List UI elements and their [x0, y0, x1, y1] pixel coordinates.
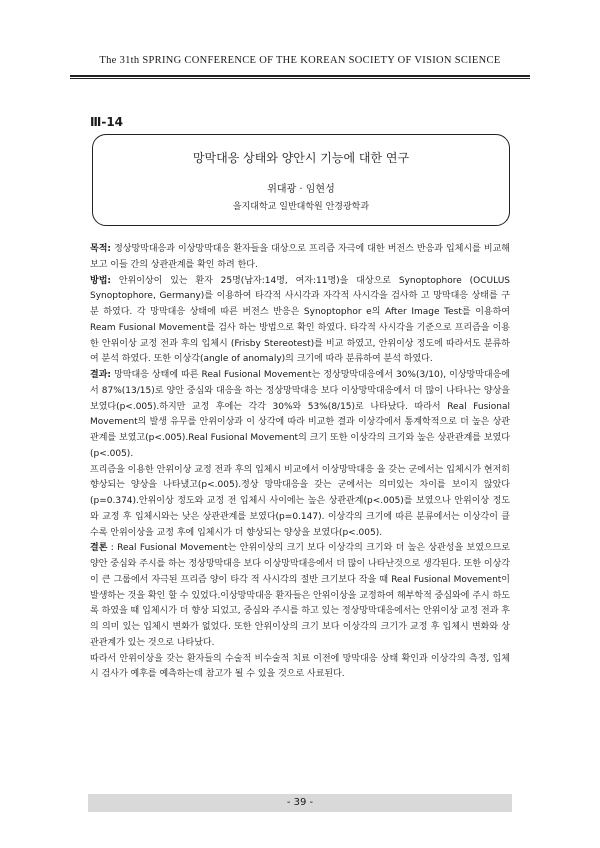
header-rule-thin	[70, 78, 530, 79]
session-code: Ⅲ-14	[90, 115, 124, 129]
header-rule-thick	[70, 75, 530, 77]
method-label: 방법:	[90, 275, 111, 286]
paper-title: 망막대응 상태와 양안시 기능에 대한 연구	[192, 151, 410, 165]
conclusion-label: 결론	[90, 543, 108, 554]
results-paragraph	[90, 368, 510, 463]
method-paragraph	[90, 274, 510, 369]
title-box	[92, 134, 510, 226]
paper-affiliation: 을지대학교 일반대학원 안경광학과	[232, 202, 370, 212]
results-paragraph-2	[90, 463, 510, 542]
results-text-1: 망막대응 상태에 따른 Real Fusional Movement는 정상망막대응에서 30%(3/10), 이상망막대응에서 87%(13/15)로 양안 중심와 대응을 하는 정상망막대응 보다 이상망막대응에서 더 많이 나타나는 양상을 보였다(p<.005).하지만 교정 후에는 각각 30%와 53%(8/15)로 나타났다. 따라서 Real Fusional Movement의 발생 유무를 안위이상과 이 상각에 따라 비교한 결과 이상각에서 통계학적으로 더 높은 상관관계를 보였고(p<.005).Real Fusional Movement의 크기 또한 이상각의 크기와 높은 상관관계를 보였다 (p<.005).	[90, 370, 510, 459]
purpose-text: 정상망막대응과 이상망막대응 환자들을 대상으로 프리즘 자극에 대한 버전스 반응과 입체시를 비교해 보고 이들 간의 상관관계를 확인 하려 한다.	[90, 244, 510, 270]
conclusion-text-2: 따라서 안위이상을 갖는 환자들의 수술적 비수술적 치료 이전에 망막대응 상태 확인과 이상각의 측정, 입체시 검사가 예후를 예측하는데 참고가 될 수 있을 것으로 사료된다.	[90, 653, 510, 680]
results-label: 결과:	[90, 370, 111, 380]
method-text: 안위이상이 있는 환자 25명(남자:14명, 여자:11명)을 대상으로 Synoptophore (OCULUS Synoptophore, Germany)를 이용하여 타각적 사시각과 자각적 사시각을 검사하 고 망막대응 상태를 구분 하였다. 각 망막대응 상태에 따른 버전스 반응은 Synoptophor e의 After Image Test를 이용하여 Ream Fusional Movement를 검사 하는 방법으로 확인 하였다. 타각적 사시각을 기준으로 프리즘을 이용한 안위이상 교정 전과 후의 입체시 (Frisby Stereotest)를 비교 하였고, 안위이상 정도에 따라서도 분류하여 분석 하였다. 또한 이상각(angle of anomaly)의 크기에 따라 분류하여 분석 하였다.	[90, 275, 510, 365]
conclusion-paragraph	[90, 541, 510, 651]
conference-header: The 31th SPRING CONFERENCE OF THE KOREAN SOCIETY OF VISION SCIENCE	[99, 55, 501, 66]
conclusion-paragraph-2	[90, 652, 510, 684]
paper-authors: 위대광 · 임현성	[267, 184, 335, 195]
abstract-body	[90, 242, 510, 683]
conclusion-text-1: : Real Fusional Movement는 안위이상의 크기 보다 이상각의 크기와 더 높은 상관성을 보였으므로 양안 중심와 주시를 하는 정상망막대응 보다 이상망막대응에서 더 많이 나타난것으로 생각된다. 또한 이상각이 큰 그룹에서 자극된 프리즘 양이 타각 적 사시각의 절반 크기보다 작을 때 Real Fusional Movement이 발생하는 것을 확인 할 수 있었다.이상망막대응 환자들은 안위이상을 교정하여 해부학적 중심와에 주시 하도 록 하였을 때 입체시가 더 향상 되었고, 중심와 주시를 하고 있는 정상망막대응에서는 안위이상 교정 전과 후의 의미 있는 입체시 변화가 없었다. 또한 안위이상의 크기 보다 이상각의 크기가 교정 후 입체시 변화와 상관관계가 있는 것으로 나타났다.	[90, 543, 510, 648]
page-number: - 39 -	[286, 797, 314, 808]
footer-band	[88, 794, 512, 812]
purpose-paragraph	[90, 242, 510, 274]
results-text-2: 프리즘을 이용한 안위이상 교정 전과 후의 입체시 비교에서 이상망막대응 을 갖는 군에서는 입체시가 현저히 향상되는 양상을 나타냈고(p<.005).정상 망막대응을 갖는 군에서는 의미있는 차이를 보이지 않았다(p=0.374).안위이상 정도와 교정 전 입체시 사이에는 높은 상관관계(p<.005)를 보였으나 안위이상 정도와 교정 후 입체시와는 낮은 상관관계를 보였다(p=0.147). 이상각의 크기에 따른 분류에서는 이상각이 클 수록 안위이상을 교정 후에 입체시가 더 향상되는 양상을 보였다(p<.005).	[90, 464, 510, 538]
purpose-label: 목적:	[90, 244, 111, 254]
